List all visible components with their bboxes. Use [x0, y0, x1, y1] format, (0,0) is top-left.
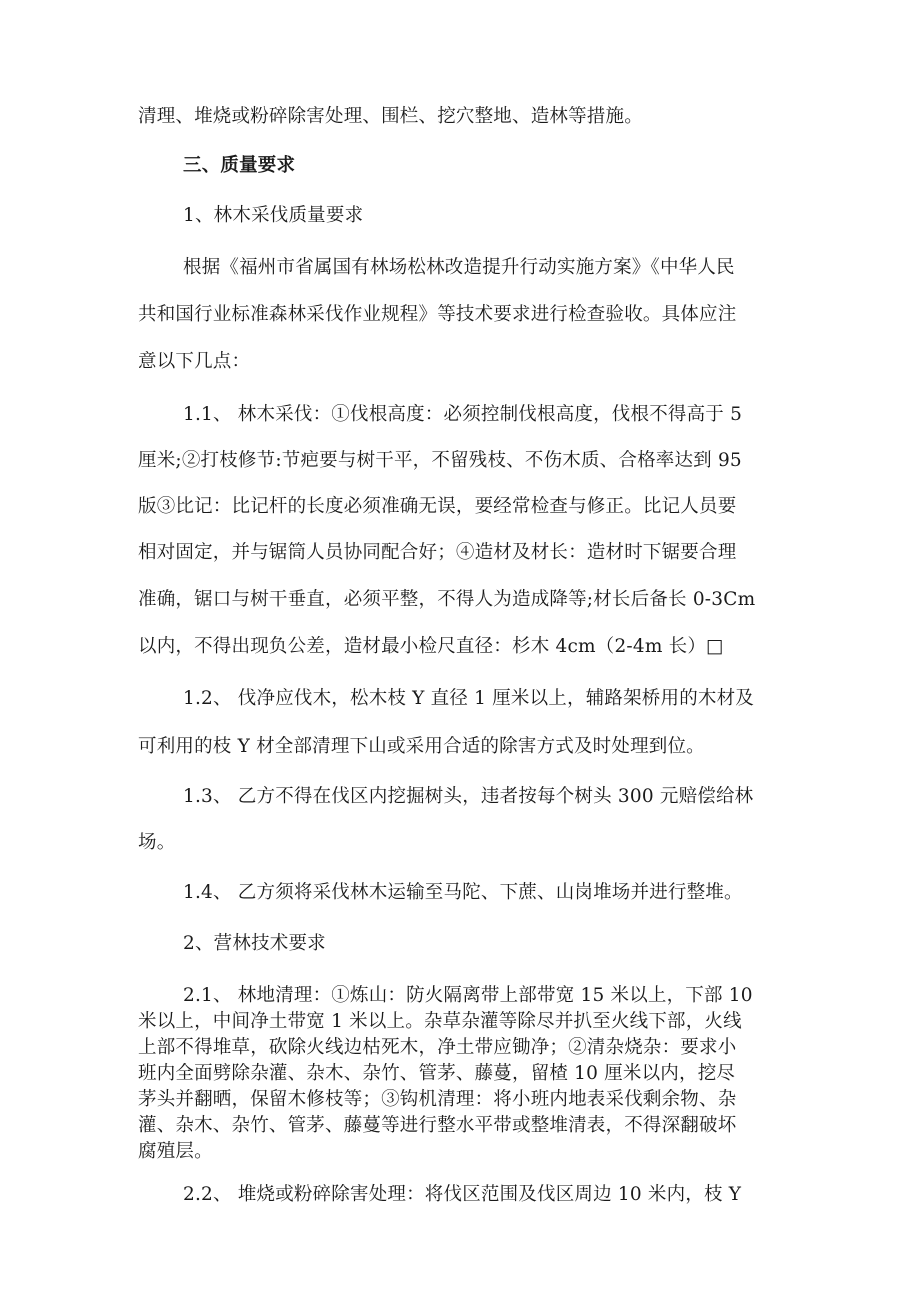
paragraph-line: 米以上，中间净土带宽 1 米以上。杂草杂灌等除尽并扒至火线下部，火线	[138, 1011, 742, 1032]
clause-1-3: 1.3、 乙方不得在伐区内挖掘树头，违者按每个树头 300 元赔偿给林	[183, 786, 754, 807]
clause-2-1-body	[138, 1009, 788, 1165]
paragraph-line: 相对固定，并与锯筒人员协同配合好；④造材及材长：造材时下锯要合理	[138, 542, 737, 563]
section-heading-quality: 三、质量要求	[183, 155, 296, 176]
paragraph-line: 腐殖层。	[138, 1141, 213, 1162]
clause-2-1: 2.1、 林地清理：①炼山：防火隔离带上部带宽 15 米以上，下部 10	[183, 985, 753, 1006]
paragraph-line: 以内，不得出现负公差，造材最小检尺直径：杉木 4cm（2-4m 长）□	[138, 636, 724, 657]
clause-1-4: 1.4、 乙方须将采伐林木运输至马陀、下蔗、山岗堆场并进行整堆。	[183, 882, 743, 903]
subsection-heading-forestry: 2、营林技术要求	[183, 933, 326, 954]
paragraph-line: 茅头并翻晒，保留木修枝等；③钩机清理：将小班内地表采伐剩余物、杂	[138, 1089, 737, 1110]
paragraph-line: 班内全面劈除杂灌、杂木、杂竹、管茅、藤蔓，留楂 10 厘米以内，挖尽	[138, 1063, 736, 1084]
paragraph-line: 共和国行业标准森林采伐作业规程》等技术要求进行检查验收。具体应注	[138, 304, 737, 325]
paragraph-line: 厘米;②打枝修节:节疤要与树干平，不留残枝、不伤木质、合格率达到 95	[138, 450, 742, 471]
paragraph-line: 根据《福州市省属国有林场松林改造提升行动实施方案》《中华人民	[183, 257, 735, 278]
clause-2-2: 2.2、 堆烧或粉碎除害处理：将伐区范围及伐区周边 10 米内，枝 Y	[183, 1184, 742, 1205]
clause-1-2: 1.2、 伐净应伐木，松木枝 Y 直径 1 厘米以上，辅路架桥用的木材及	[183, 688, 755, 709]
paragraph-line: 版③比记：比记杆的长度必须准确无误，要经常检查与修正。比记人员要	[138, 496, 737, 517]
paragraph-line: 灌、杂木、杂竹、管茅、藤蔓等进行整水平带或整堆清表，不得深翻破坏	[138, 1115, 737, 1136]
paragraph-line: 准确，锯口与树干垂直，必须平整，不得人为造成降等;材长后备长 0-3Cm	[138, 589, 756, 610]
paragraph-line: 可利用的枝 Y 材全部清理下山或采用合适的除害方式及时处理到位。	[138, 736, 705, 757]
paragraph-line: 清理、堆烧或粉碎除害处理、围栏、挖穴整地、造林等措施。	[138, 106, 643, 127]
paragraph-line: 场。	[138, 832, 176, 853]
paragraph-line: 意以下几点：	[138, 351, 251, 372]
subsection-heading-logging: 1、林木采伐质量要求	[183, 205, 364, 226]
paragraph-line: 上部不得堆草，砍除火线边枯死木，净土带应锄净；②清杂烧杂：要求小	[138, 1037, 737, 1058]
clause-1-1: 1.1、 林木采伐：①伐根高度：必须控制伐根高度，伐根不得高于 5	[183, 404, 743, 425]
